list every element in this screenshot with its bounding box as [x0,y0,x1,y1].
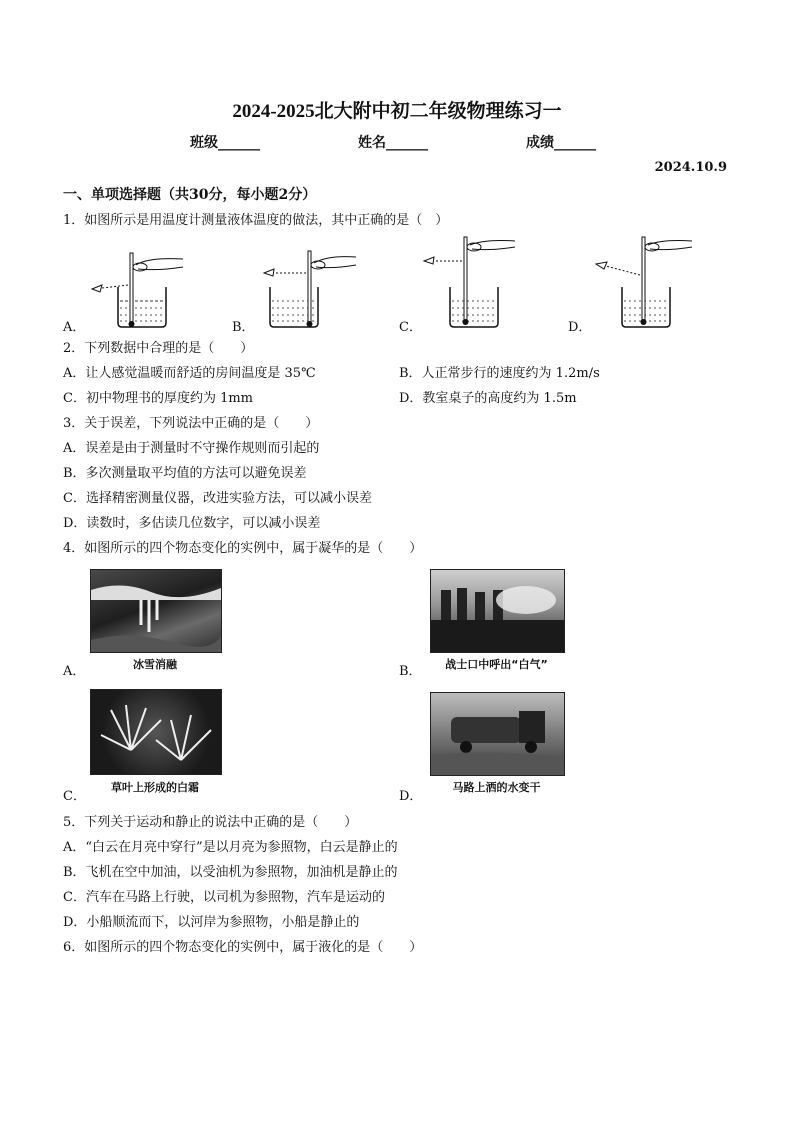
q4-label-d: D． [399,789,423,804]
q3-option-d: D．读数时，多估读几位数字，可以减小误差 [63,516,321,531]
photo-water-drying [430,692,565,776]
thermometer-diagram-b [258,245,368,330]
class-field [190,132,260,152]
q2-stem: 2．下列数据中合理的是（ ） [63,341,254,356]
q1-label-b: B． [232,320,255,335]
class-label: 班级 [190,135,218,151]
q4-label-b: B． [399,664,422,679]
q2-option-d: D．教室桌子的高度约为 1.5m [399,391,577,406]
q3-stem: 3．关于误差，下列说法中正确的是（ ） [63,416,319,431]
thermometer-diagram-a [88,245,198,330]
q3-option-a: A．误差是由于测量时不守操作规则而引起的 [63,441,320,456]
photo-ice-melting [90,569,222,653]
caption-a: 冰雪消融 [133,658,177,671]
exam-date: 2024.10.9 [654,160,727,175]
q5-option-c: C．汽车在马路上行驶，以司机为参照物，汽车是运动的 [63,890,385,905]
page-title: 2024-2025北大附中初二年级物理练习一 [232,101,562,122]
q2-option-b: B．人正常步行的速度约为 1.2m/s [399,366,600,381]
photo-soldiers-breath [430,569,565,653]
q1-label-a: A． [63,320,86,335]
q1-stem: 1．如图所示是用温度计测量液体温度的做法，其中正确的是（ ） [63,213,449,228]
q2-option-a: A．让人感觉温暖而舒适的房间温度是 35℃ [63,366,316,381]
name-label: 姓名 [358,135,386,151]
soldiers-illustration [431,570,564,652]
name-field [358,132,428,152]
section-heading: 一、单项选择题（共30分，每小题2分） [63,187,317,203]
q6-stem: 6．如图所示的四个物态变化的实例中，属于液化的是（ ） [63,940,423,955]
q5-option-a: A．“白云在月亮中穿行”是以月亮为参照物，白云是静止的 [63,840,398,855]
caption-b: 战士口中呼出“白气” [445,658,548,671]
score-label: 成绩 [526,135,554,151]
q5-stem: 5．下列关于运动和静止的说法中正确的是（ ） [63,815,358,830]
thermometer-diagram-c [420,235,530,330]
score-blank: ______ [554,135,596,151]
water-truck-illustration [431,693,564,775]
q4-label-c: C． [63,789,86,804]
caption-c: 草叶上形成的白霜 [111,781,199,794]
q4-stem: 4．如图所示的四个物态变化的实例中，属于凝华的是（ ） [63,541,423,556]
name-blank: ______ [386,135,428,151]
score-field [526,132,596,152]
q3-option-c: C．选择精密测量仪器，改进实验方法，可以减小误差 [63,491,372,506]
q5-option-d: D．小船顺流而下，以河岸为参照物，小船是静止的 [63,915,360,930]
class-blank: ______ [218,135,260,151]
q2-option-c: C．初中物理书的厚度约为 1mm [63,391,254,406]
q3-option-b: B．多次测量取平均值的方法可以避免误差 [63,466,307,481]
ice-melting-illustration [91,570,221,652]
q1-label-c: C． [399,320,422,335]
q4-label-a: A． [63,664,86,679]
q5-option-b: B．飞机在空中加油，以受油机为参照物，加油机是静止的 [63,865,398,880]
thermometer-diagram-d [590,235,705,330]
photo-frost-on-grass [90,689,222,775]
q1-label-d: D． [568,320,592,335]
frost-illustration [91,690,221,774]
caption-d: 马路上洒的水变干 [452,781,541,794]
